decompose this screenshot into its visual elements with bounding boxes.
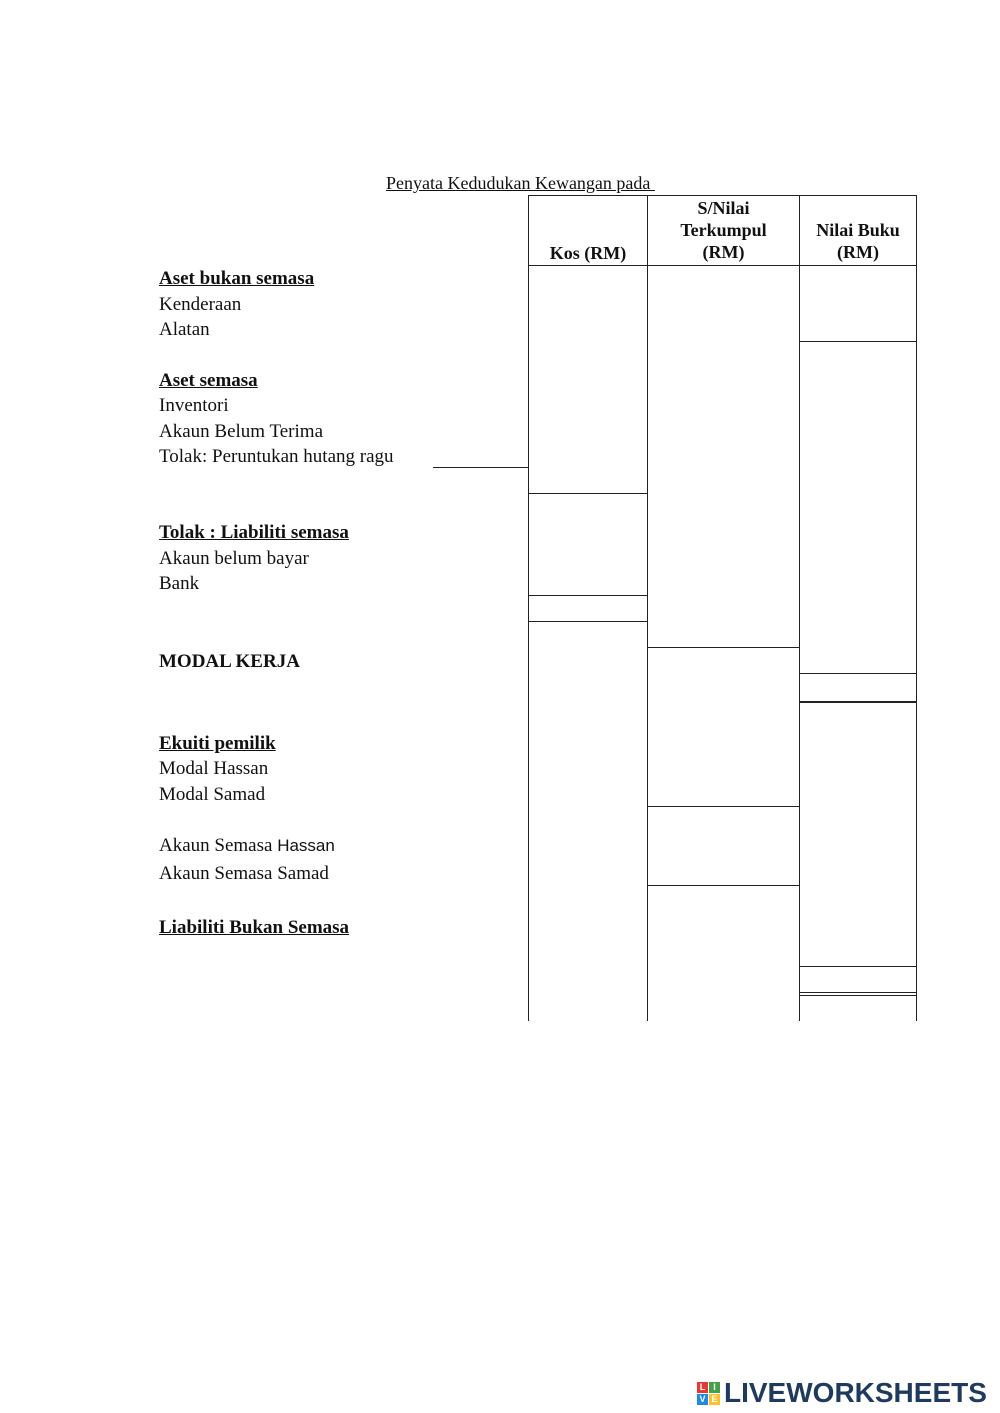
logo-text: LIVEWORKSHEETS [724,1377,987,1408]
label-akaun-belum-bayar: Akaun belum bayar [159,548,309,569]
grid-snilai-line-3 [647,885,800,886]
header-snilai-line2: Terkumpul [680,220,767,240]
label-aset-semasa: Aset semasa [159,370,258,391]
grid-nilai-line-2 [799,673,917,674]
grid-nilai-line-3 [799,701,917,703]
label-modal-hassan: Modal Hassan [159,758,269,779]
grid-nilai-line-6 [799,995,917,996]
label-akaun-belum-terima: Akaun Belum Terima [159,421,324,442]
label-kenderaan: Kenderaan [159,294,242,315]
label-akaun-semasa-samad: Akaun Semasa Samad [159,863,329,884]
liveworksheets-logo [697,1378,987,1408]
grid-kos-line-1 [528,493,648,494]
akaun-semasa-hassan-name: Hassan [277,836,335,855]
label-alatan: Alatan [159,319,210,340]
grid-nilai-line-1 [799,341,917,342]
header-snilai-line3: (RM) [702,242,745,262]
grid-vline-snilai-right [799,195,800,1021]
label-modal-samad: Modal Samad [159,784,266,805]
logo-cell-1: L [697,1382,708,1393]
label-akaun-semasa-hassan [159,835,335,857]
grid-top [528,195,917,196]
grid-kos-line-3 [528,621,648,622]
label-modal-kerja: MODAL KERJA [159,651,300,672]
label-tolak-peruntukan: Tolak: Peruntukan hutang ragu [159,446,394,467]
grid-snilai-line-2 [647,806,800,807]
grid-vline-kos-right [647,195,648,1021]
label-liabiliti-bukan-semasa: Liabiliti Bukan Semasa [159,917,350,938]
header-nilai-line1: Nilai Buku [816,220,900,240]
header-snilai-line1: S/Nilai [697,198,750,218]
logo-cell-4: E [709,1394,720,1405]
grid-vline-nilai-right [916,195,917,1021]
label-inventori: Inventori [159,395,229,416]
logo-mark-icon [697,1382,720,1405]
header-snilai-terkumpul [648,197,799,263]
header-nilai-line2: (RM) [837,242,879,262]
grid-kos-line-2 [528,595,648,596]
logo-cell-2: I [709,1382,720,1393]
grid-nilai-line-5 [799,992,917,993]
label-bank: Bank [159,573,200,594]
header-kos: Kos (RM) [549,243,627,263]
grid-nilai-line-4 [799,966,917,967]
label-aset-bukan-semasa: Aset bukan semasa [159,268,315,289]
grid-header-bottom [528,265,917,266]
label-ekuiti-pemilik: Ekuiti pemilik [159,733,276,754]
grid-snilai-line-1 [647,647,800,648]
statement-title: Penyata Kedudukan Kewangan pada [386,173,655,193]
grid-provision-underline [433,467,529,468]
akaun-semasa-prefix: Akaun Semasa [159,835,278,856]
logo-cell-3: V [697,1394,708,1405]
header-nilai-buku [800,219,916,263]
label-tolak-liabiliti-semasa: Tolak : Liabiliti semasa [159,522,349,543]
grid-vline-kos-left [528,195,529,1021]
